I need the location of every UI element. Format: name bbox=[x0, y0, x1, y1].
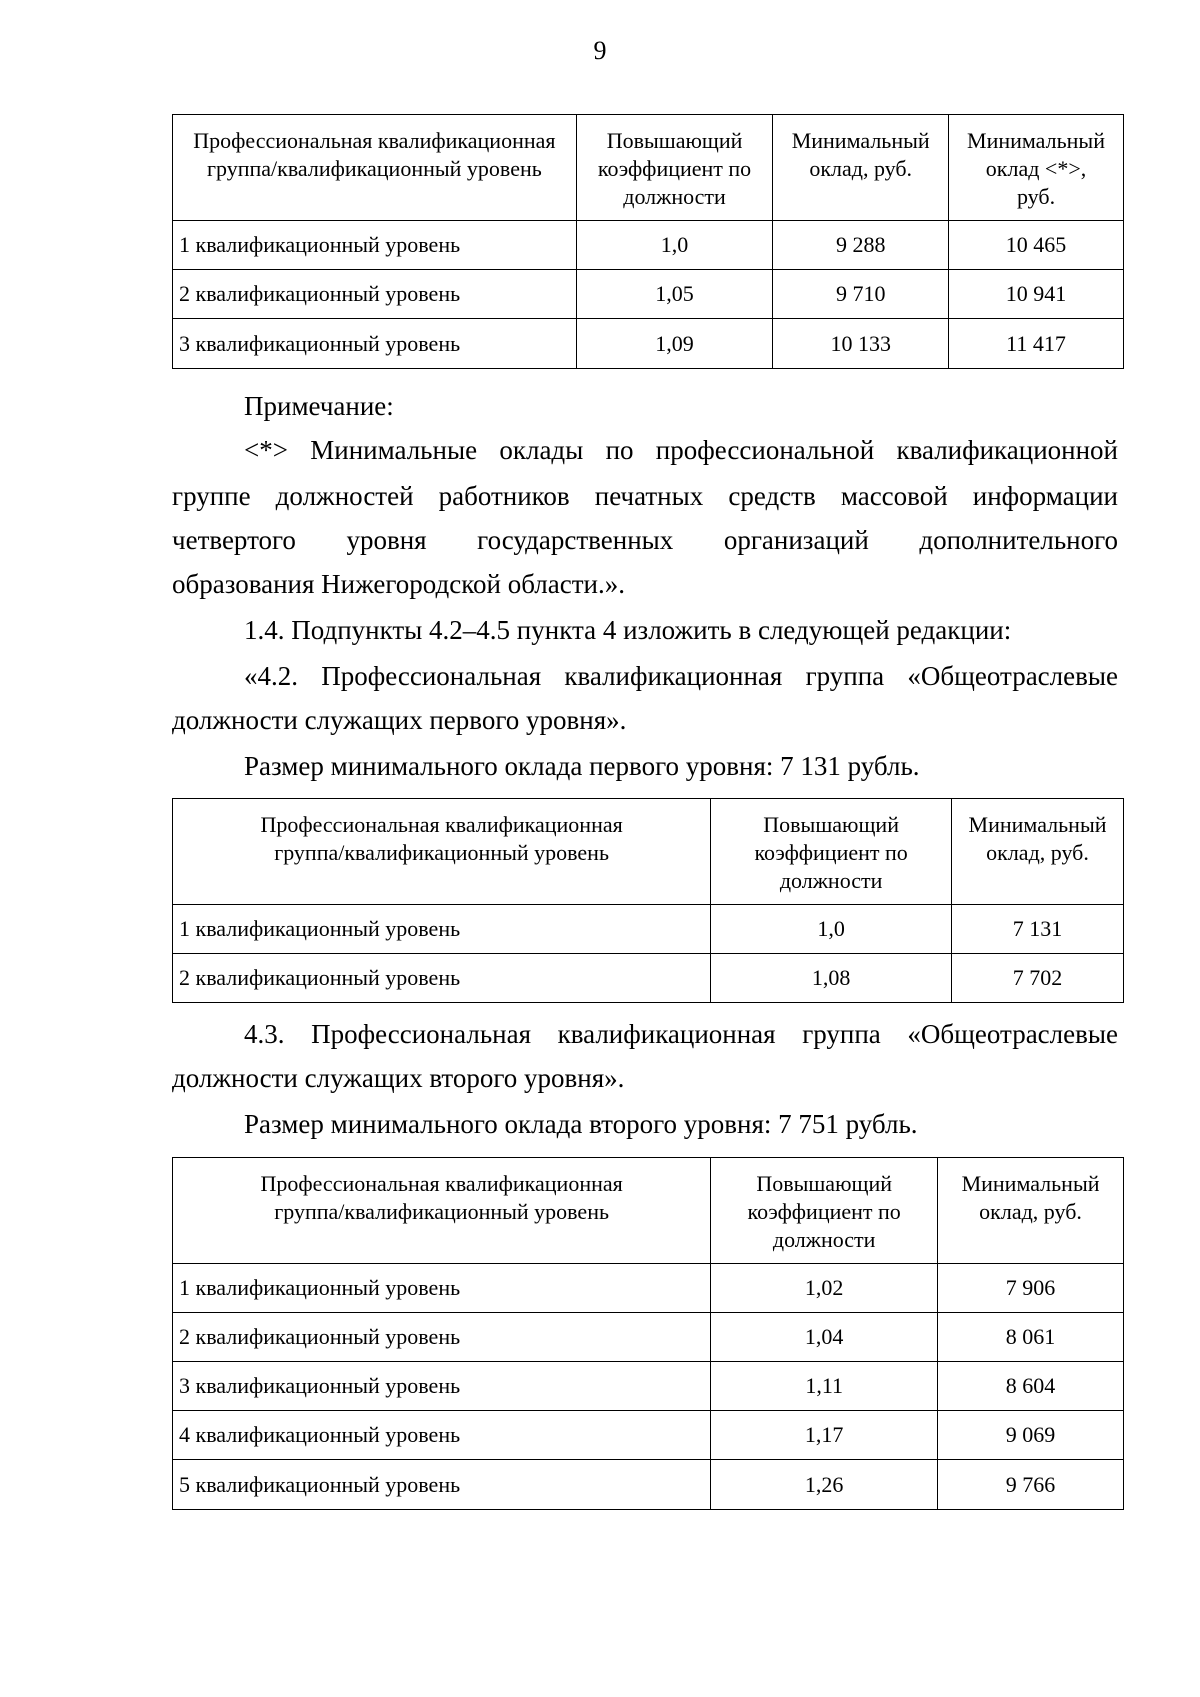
table-header: Повышающий коэффициент по должности bbox=[711, 799, 952, 905]
clause-4-2-line: должности служащих первого уровня». bbox=[172, 705, 627, 735]
table-cell: 1,09 bbox=[576, 319, 773, 369]
table-row bbox=[173, 954, 1124, 1003]
table-cell: 10 465 bbox=[949, 221, 1124, 270]
table-header: Повышающий коэффициент по должности bbox=[576, 115, 773, 221]
table-row bbox=[173, 905, 1124, 954]
table-cell: 7 702 bbox=[952, 954, 1124, 1003]
clause-4-3-line: должности служащих второго уровня». bbox=[172, 1063, 625, 1093]
table-cell: 7 906 bbox=[938, 1264, 1124, 1313]
table-cell: 10 133 bbox=[773, 319, 949, 369]
table-cell: 10 941 bbox=[949, 270, 1124, 319]
table-cell: 1,17 bbox=[711, 1411, 938, 1460]
table-cell: 11 417 bbox=[949, 319, 1124, 369]
table-cell: 9 766 bbox=[938, 1460, 1124, 1510]
table-cell: 1,08 bbox=[711, 954, 952, 1003]
clause-4-3-line: 4.3. Профессиональная квалификационная группа «Общеотраслевые bbox=[244, 1019, 1118, 1049]
table-cell: 8 604 bbox=[938, 1362, 1124, 1411]
table-row bbox=[173, 319, 1124, 369]
page-number: 9 bbox=[593, 36, 607, 65]
table-cell: 3 квалификационный уровень bbox=[173, 319, 577, 369]
table-cell: 2 квалификационный уровень bbox=[173, 270, 577, 319]
note-line: <*> Минимальные оклады по профессиональной квалификационной bbox=[244, 435, 1118, 465]
table-row bbox=[173, 221, 1124, 270]
salary-table-print-media bbox=[172, 114, 1124, 369]
salary-table-level-1 bbox=[172, 798, 1124, 1003]
table-cell: 9 288 bbox=[773, 221, 949, 270]
clause-4-2-line: «4.2. Профессиональная квалификационная группа «Общеотраслевые bbox=[244, 661, 1118, 691]
note-line: четвертого уровня государственных организаций дополнительного bbox=[172, 525, 1118, 555]
table-cell: 9 710 bbox=[773, 270, 949, 319]
table-row bbox=[173, 1411, 1124, 1460]
table-row bbox=[173, 1264, 1124, 1313]
note-line: образования Нижегородской области.». bbox=[172, 569, 625, 599]
table-cell: 8 061 bbox=[938, 1313, 1124, 1362]
table-cell: 1,0 bbox=[711, 905, 952, 954]
table-header: Минимальный оклад, руб. bbox=[773, 115, 949, 221]
table-row bbox=[173, 1362, 1124, 1411]
salary-table-level-2 bbox=[172, 1157, 1124, 1510]
clause-4-2-salary: Размер минимального оклада первого уровня: 7 131 рубль. bbox=[244, 751, 920, 781]
table-cell: 4 квалификационный уровень bbox=[173, 1411, 711, 1460]
table-header: Профессиональная квалификационная группа/квалификационный уровень bbox=[173, 799, 711, 905]
table-cell: 1,02 bbox=[711, 1264, 938, 1313]
table-header: Профессиональная квалификационная группа/квалификационный уровень bbox=[173, 1158, 711, 1264]
table-cell: 1,05 bbox=[576, 270, 773, 319]
table-cell: 3 квалификационный уровень bbox=[173, 1362, 711, 1411]
note-line: группе должностей работников печатных средств массовой информации bbox=[172, 481, 1118, 511]
table-cell: 1,04 bbox=[711, 1313, 938, 1362]
table-header: Профессиональная квалификационная группа/квалификационный уровень bbox=[173, 115, 577, 221]
table-cell: 9 069 bbox=[938, 1411, 1124, 1460]
note-title: Примечание: bbox=[244, 391, 394, 421]
table-cell: 1,11 bbox=[711, 1362, 938, 1411]
table-cell: 5 квалификационный уровень bbox=[173, 1460, 711, 1510]
table-cell: 1,0 bbox=[576, 221, 773, 270]
table-cell: 1,26 bbox=[711, 1460, 938, 1510]
clause-1-4: 1.4. Подпункты 4.2–4.5 пункта 4 изложить в следующей редакции: bbox=[244, 615, 1012, 645]
table-cell: 7 131 bbox=[952, 905, 1124, 954]
table-header: Минимальный оклад <*>, руб. bbox=[949, 115, 1124, 221]
table-cell: 2 квалификационный уровень bbox=[173, 954, 711, 1003]
table-header: Минимальный оклад, руб. bbox=[938, 1158, 1124, 1264]
clause-4-3-salary: Размер минимального оклада второго уровня: 7 751 рубль. bbox=[244, 1109, 918, 1139]
table-row bbox=[173, 1460, 1124, 1510]
table-row bbox=[173, 270, 1124, 319]
table-cell: 1 квалификационный уровень bbox=[173, 905, 711, 954]
table-row bbox=[173, 1313, 1124, 1362]
table-cell: 1 квалификационный уровень bbox=[173, 1264, 711, 1313]
table-cell: 1 квалификационный уровень bbox=[173, 221, 577, 270]
table-header: Повышающий коэффициент по должности bbox=[711, 1158, 938, 1264]
table-header: Минимальный оклад, руб. bbox=[952, 799, 1124, 905]
table-cell: 2 квалификационный уровень bbox=[173, 1313, 711, 1362]
